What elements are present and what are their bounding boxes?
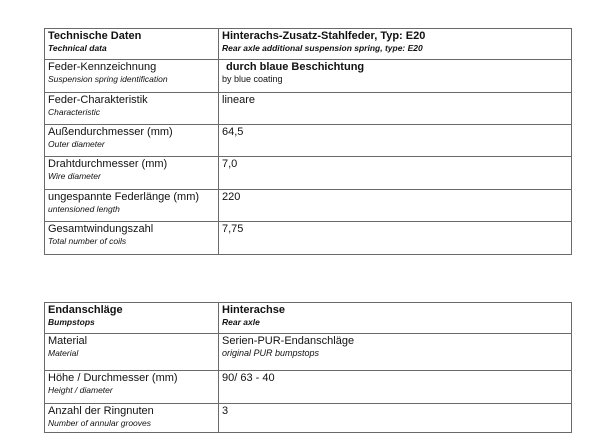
table-row — [45, 371, 572, 404]
row-value: 220 — [222, 191, 241, 203]
header-label-en: Bumpstops — [48, 317, 95, 327]
header-label-de: Technische Daten — [48, 30, 142, 42]
table-row — [45, 93, 572, 125]
row-label-en: Characteristic — [48, 107, 100, 117]
table-row — [45, 334, 572, 371]
row-label-de: Drahtdurchmesser (mm) — [48, 158, 168, 170]
table-row — [45, 404, 572, 433]
header-value-cell — [219, 29, 572, 60]
header-value-de: Hinterachse — [222, 304, 285, 316]
row-label-de: ungespannte Federlänge (mm) — [48, 191, 200, 203]
row-label-de: Feder-Kennzeichnung — [48, 61, 157, 73]
row-label-cell — [45, 190, 219, 222]
header-label-en: Technical data — [48, 43, 107, 53]
table-header-row — [45, 29, 572, 60]
header-value-en: Rear axle additional suspension spring, type: E20 — [222, 43, 423, 53]
row-label-de: Gesamtwindungszahl — [48, 223, 154, 235]
row-value: 90/ 63 - 40 — [222, 372, 275, 384]
row-label-en: Material — [48, 348, 79, 358]
header-label-cell — [45, 29, 219, 60]
row-value: 7,0 — [222, 158, 238, 170]
row-label-de: Höhe / Durchmesser (mm) — [48, 372, 178, 384]
row-value: 7,75 — [222, 223, 244, 235]
header-value-de: Hinterachs-Zusatz-Stahlfeder, Typ: E20 — [222, 30, 426, 42]
table-row — [45, 190, 572, 222]
table-header-row — [45, 303, 572, 334]
row-label-en: Outer diameter — [48, 139, 105, 149]
technical-data-table — [44, 28, 572, 255]
row-label-en: untensioned length — [48, 204, 120, 214]
row-label-de: Anzahl der Ringnuten — [48, 405, 154, 417]
row-value-cell — [219, 222, 572, 255]
table-row — [45, 60, 572, 93]
row-value: durch blaue Beschichtung — [226, 61, 365, 73]
row-label-cell — [45, 371, 219, 404]
row-label-en: Number of annular grooves — [48, 418, 152, 428]
row-label-cell — [45, 125, 219, 157]
row-value-cell — [219, 190, 572, 222]
header-label-cell — [45, 303, 219, 334]
row-label-cell — [45, 60, 219, 93]
row-value-cell — [219, 157, 572, 190]
row-value-cell — [219, 334, 572, 371]
row-value: 3 — [222, 405, 229, 417]
header-value-en: Rear axle — [222, 317, 260, 327]
header-label-de: Endanschläge — [48, 304, 123, 316]
row-value-cell — [219, 404, 572, 433]
row-label-en: Height / diameter — [48, 385, 113, 395]
row-value-cell — [219, 125, 572, 157]
table-row — [45, 157, 572, 190]
row-value: Serien-PUR-Endanschläge — [222, 335, 355, 347]
table-row — [45, 222, 572, 255]
row-value-cell — [219, 60, 572, 93]
row-value-sub: by blue coating — [222, 74, 283, 84]
row-label-cell — [45, 157, 219, 190]
bumpstops-table — [44, 302, 572, 433]
row-label-cell — [45, 93, 219, 125]
row-value-cell — [219, 93, 572, 125]
row-value-cell — [219, 371, 572, 404]
table-row — [45, 125, 572, 157]
row-label-cell — [45, 404, 219, 433]
row-value: 64,5 — [222, 126, 244, 138]
row-label-en: Suspension spring identification — [48, 74, 168, 84]
row-label-en: Wire diameter — [48, 171, 101, 181]
row-value-sub: original PUR bumpstops — [222, 348, 320, 358]
header-value-cell — [219, 303, 572, 334]
row-label-en: Total number of coils — [48, 236, 127, 246]
row-label-cell — [45, 222, 219, 255]
row-label-de: Außendurchmesser (mm) — [48, 126, 173, 138]
row-label-de: Material — [48, 335, 88, 347]
row-label-de: Feder-Charakteristik — [48, 94, 148, 106]
row-label-cell — [45, 334, 219, 371]
row-value: lineare — [222, 94, 256, 106]
